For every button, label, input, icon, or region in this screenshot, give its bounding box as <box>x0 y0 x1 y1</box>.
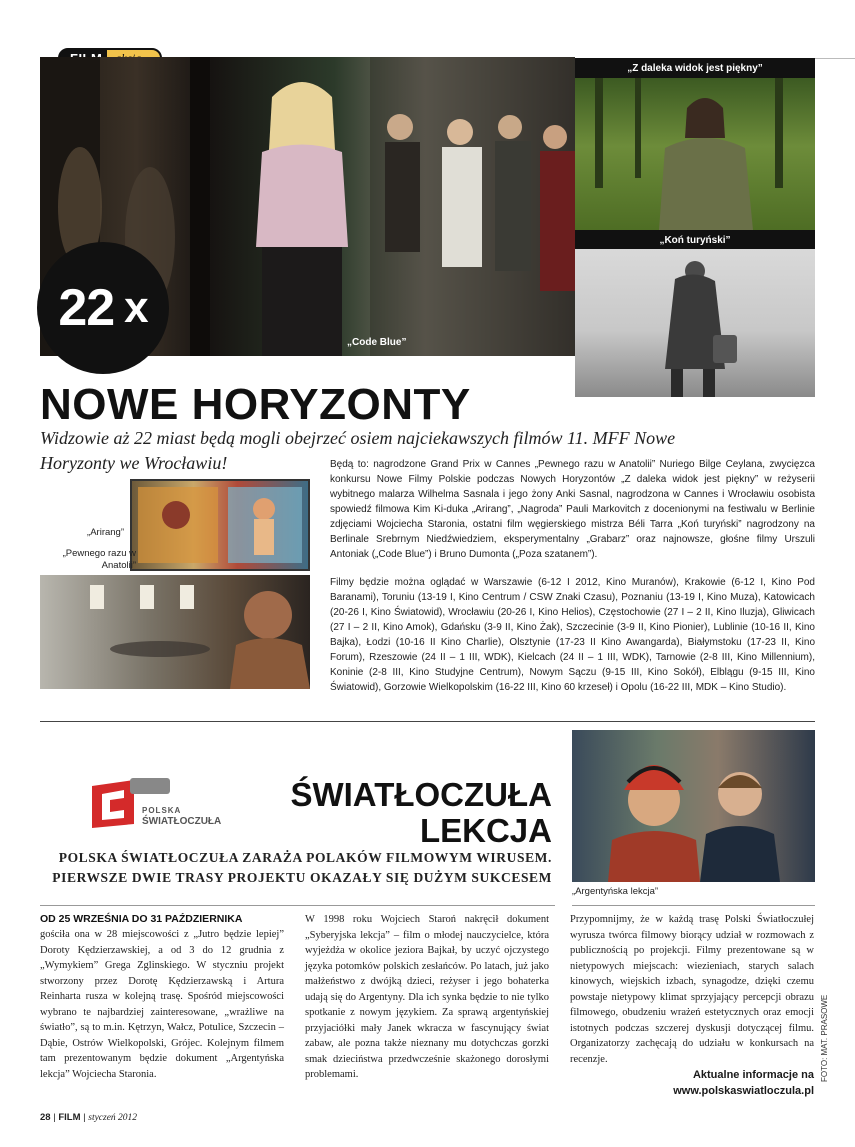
photo-z-daleka-figure <box>575 78 815 230</box>
photo-kon-figure <box>575 249 815 397</box>
body-intro: Będą to: nagrodzone Grand Prix w Cannes „Pewnego razu w Anatolii” Nuriego Bilge Ceylana, zwycięzca konkursu Nowe Filmy Polskie podczas Nowych Horyzontów „Z daleka widok jest piękny” w reżyserii wybitnego malarza Wilhelma Sasnala i jego żony Anki Sasnal, nagrodzona w Cannes i Wrocławiu osobista spowiedź filmowa Kim Ki-duka „Arirang”, „Nagroda” Pauli Markovitch z docenionymi na festiwalu w Berlinie zdjęciami Wojciecha Staronia, ostatni film węgierskiego mistrza Béli Tarra „Koń turyński” nagrodzony na Berlinale Srebrnym Niedźwiedziem, eksperymentalny „Grabarz” oraz najnowsze, głośne filmy Urszuli Antoniak („Code Blue”) i Bruno Dumonta („Poza szatanem”). <box>330 459 815 560</box>
headline-line2: LEKCJA <box>419 812 552 849</box>
badge-suffix: x <box>124 283 148 332</box>
photo-z-daleka <box>575 78 815 230</box>
headline-nowe-horyzonty: NOWE HORYZONTY <box>40 380 471 429</box>
column-2-text: W 1998 roku Wojciech Staroń nakręcił dokument „Syberyjska lekcja” – film o młodej nauczycielce, która wyjeżdża w okolice jeziora Bajkał, by uczyć ojczystego języka potomków polskich zesłańców. Po latach, już jako małżeństwo z dwójką dzieci, reżyser i jego bohaterka udają się do Argentyny. Dla ich synka będzie to nie tylko spotkanie z nowym językiem. Za sprawą argentyńskiej przyjaciółki mały Janek wkracza w fascynujący świat zabaw, ale pozna także nieznany mu dotychczas gorzki smak dzieciństwa przedwcześnie skażonego dorosłymi problemami. <box>305 914 549 1080</box>
photo-kon-turynski <box>575 249 815 397</box>
subheadline-line2: PIERWSZE DWIE TRASY PROJEKTU OKAZAŁY SIĘ DUŻYM SUKCESEM <box>52 870 552 885</box>
photo-argentynska-lekcja <box>572 730 815 882</box>
sub-rule-right <box>572 905 815 906</box>
sub-rule-left <box>40 905 555 906</box>
caption-arirang: „Arirang” <box>87 527 124 538</box>
column-1 <box>40 912 284 1082</box>
info-url-link[interactable]: www.polskaswiatloczula.pl <box>673 1085 814 1097</box>
logo-text-line1: POLSKA <box>142 806 182 815</box>
caption-argentynska: „Argentyńska lekcja” <box>572 886 659 897</box>
column-1-heading: OD 25 WRZEŚNIA DO 31 PAŹDZIERNIKA <box>40 913 243 925</box>
logo-text-line2: ŚWIATŁOCZUŁA <box>142 816 222 827</box>
polska-swiatloczula-logo <box>90 778 240 830</box>
lead-paragraph: Widzowie aż 22 miast będą mogli obejrzeć osiem najciekawszych filmów 11. MFF Nowe Horyzonty we Wrocławiu! <box>40 428 676 473</box>
badge-number: 22 <box>58 279 115 337</box>
body-schedule: Filmy będzie można oglądać w Warszawie (6-12 I 2012, Kino Muranów), Krakowie (6-12 I, Kino Pod Baranami), Toruniu (13-19 I, Kino Centrum / CSW Znaki Czasu), Poznaniu (13-19 I, Kino Muza), Katowicach (20-26 I, Kino Światowid), Wrocławiu (20-26 I, Kino Helios), Częstochowie (27 I – 2 II, Kino Iluzja), Gliwicach (27 I – 2 II, Kino Amok), Gdańsku (3-9 II, Kino Żak), Szczecinie (3-9 II, Kino Pionier), Lublinie (10-16 II, Kino Bajka), Łodzi (10-16 II Kino Charlie), Olsztynie (17-23 II Kino Awangarda), Białymstoku (17-23 II, Kino Forum), Rzeszowie (24 II – 1 III, WDK), Kielcach (24 II – 1 III, WDK), Tarnowie (2-8 III, Kino Millennium), Koninie (2-8 III, Kino Studyjne Centrum), Nowym Sączu (9-15 III, Kino Sokół), Elblągu (9-15 III, Kino Światowid), Gorzowie Wielkopolskim (16-22 III, Kino 60 krzeseł) i Opolu (16-22 III, MDK – Kino Studio). <box>330 577 815 693</box>
photo-credit: FOTO: MAT. PRASOWE <box>820 994 829 1082</box>
subheadline-line1: POLSKA ŚWIATŁOCZUŁA ZARAŻA POLAKÓW FILMOWYM WIRUSEM. <box>58 850 552 865</box>
column-3-text: Przypomnijmy, że w każdą trasę Polski Światłoczułej wyrusza twórca filmowy biorący udział w rozmowach z publicznością po projekcji. Filmy prezentowane są w nietypowych miejscach: wiezieniach, starych salach kinowych, wiejskich izbach, synagodze, dzięki czemu powstaje nietypowy klimat sprzyjający percepcji obrazu filmowego, obudzeniu wrażeń estetycznych oraz emocji istotnych podczas szczerej dyskusji dotyczącej filmu. Organizatorzy zachęcają do udziału w konkursach na recenzje. <box>570 914 814 1065</box>
photo-arirang <box>130 479 310 571</box>
caption-kon: „Koń turyński” <box>575 230 815 250</box>
caption-code-blue: „Code Blue” <box>347 337 407 348</box>
column-3 <box>570 912 814 1099</box>
info-label: Aktualne informacje na <box>692 1069 814 1081</box>
caption-anatolii: „Pewnego razu w Anatolii” <box>62 548 136 571</box>
subheadline <box>40 848 552 888</box>
photo-anatolii <box>40 575 310 689</box>
page-number: 28 <box>40 1112 51 1123</box>
count-badge <box>37 242 169 374</box>
photo-anatolii-figure <box>40 575 310 689</box>
column-1-text: gościła ona w 28 miejscowości z „Jutro będzie lepiej” Doroty Kędzierzawskiej, a od 3 do 12 grudnia z „Wymykiem” Grega Zglinskiego. W styczniu projekt stworzony przez Dorotę Kędzierzawską i Artura Reinharta rusza w kolejną trasę. Spośród miejscowości wybrano te najbardziej zainteresowane, „wrażliwe na światło”, są to m.in. Kętrzyn, Wałcz, Potulice, Szczecin – Dąbie, Ostrów Wielkopolski, Grójec. Kolejnym filmem tam prezentowanym będzie dokument „Argentyńska lekcja” Wojciecha Staronia. <box>40 929 284 1080</box>
caption-z-daleka: „Z daleka widok jest piękny” <box>575 58 815 78</box>
footer-issue: styczeń 2012 <box>88 1113 138 1123</box>
page-footer: 28 | FILM | styczeń 2012 <box>40 1112 138 1123</box>
headline-line1: ŚWIATŁOCZUŁA <box>290 776 552 813</box>
headline-swiatloczula-lekcja <box>240 777 552 849</box>
section-divider <box>40 721 815 722</box>
photo-argentynska-figure <box>572 730 815 882</box>
photo-arirang-figure <box>132 481 308 569</box>
footer-magazine: FILM <box>58 1112 81 1123</box>
